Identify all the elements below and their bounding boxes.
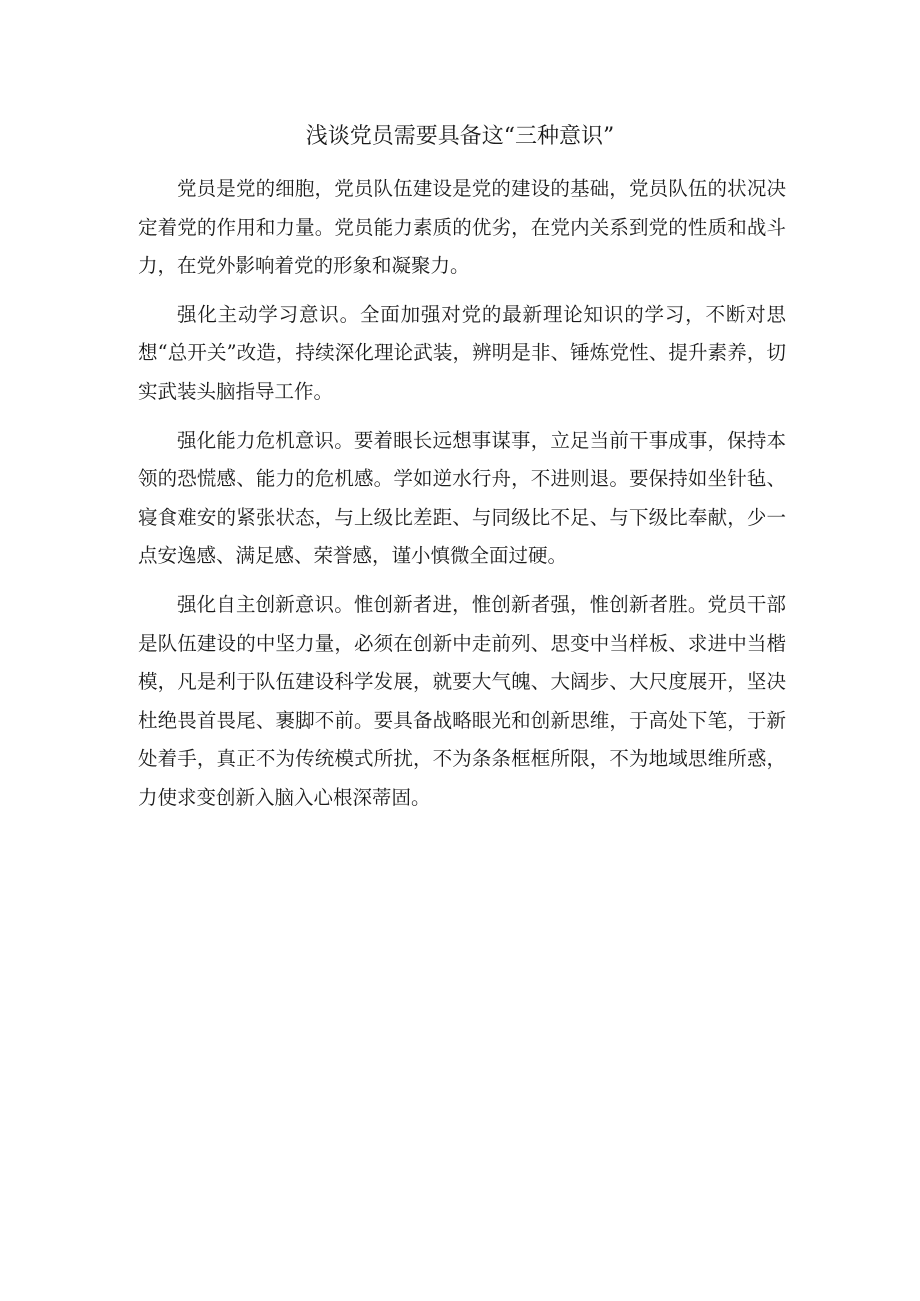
paragraph-innovation-awareness: 强化自主创新意识。惟创新者进，惟创新者强，惟创新者胜。党员干部是队伍建设的中坚力量，必须在创新中走前列、思变中当样板、求进中当楷模，凡是利于队伍建设科学发展，就要大气魄、大阔步、大尺度展开，坚决杜绝畏首畏尾、裹脚不前。要具备战略眼光和创新思维，于高处下笔，于新处着手，真正不为传统模式所扰，不为条条框框所限，不为地域思维所惑，力使求变创新入脑入心根深蒂固。 (138, 592, 786, 809)
document-title: 浅谈党员需要具备这“三种意识” (305, 124, 615, 149)
paragraph-learning-awareness: 强化主动学习意识。全面加强对党的最新理论知识的学习，不断对思想“总开关”改造，持续深化理论武装，辨明是非、锤炼党性、提升素养，切实武装头脑指导工作。 (138, 302, 786, 403)
paragraph-crisis-awareness: 强化能力危机意识。要着眼长远想事谋事，立足当前干事成事，保持本领的恐慌感、能力的危机感。学如逆水行舟，不进则退。要保持如坐针毡、寝食难安的紧张状态，与上级比差距、与同级比不足、与下级比奉献，少一点安逸感、满足感、荣誉感，谨小慎微全面过硬。 (138, 428, 786, 568)
paragraph-intro: 党员是党的细胞，党员队伍建设是党的建设的基础，党员队伍的状况决定着党的作用和力量。党员能力素质的优劣，在党内关系到党的性质和战斗力，在党外影响着党的形象和凝聚力。 (138, 177, 786, 278)
document-body (138, 170, 786, 828)
